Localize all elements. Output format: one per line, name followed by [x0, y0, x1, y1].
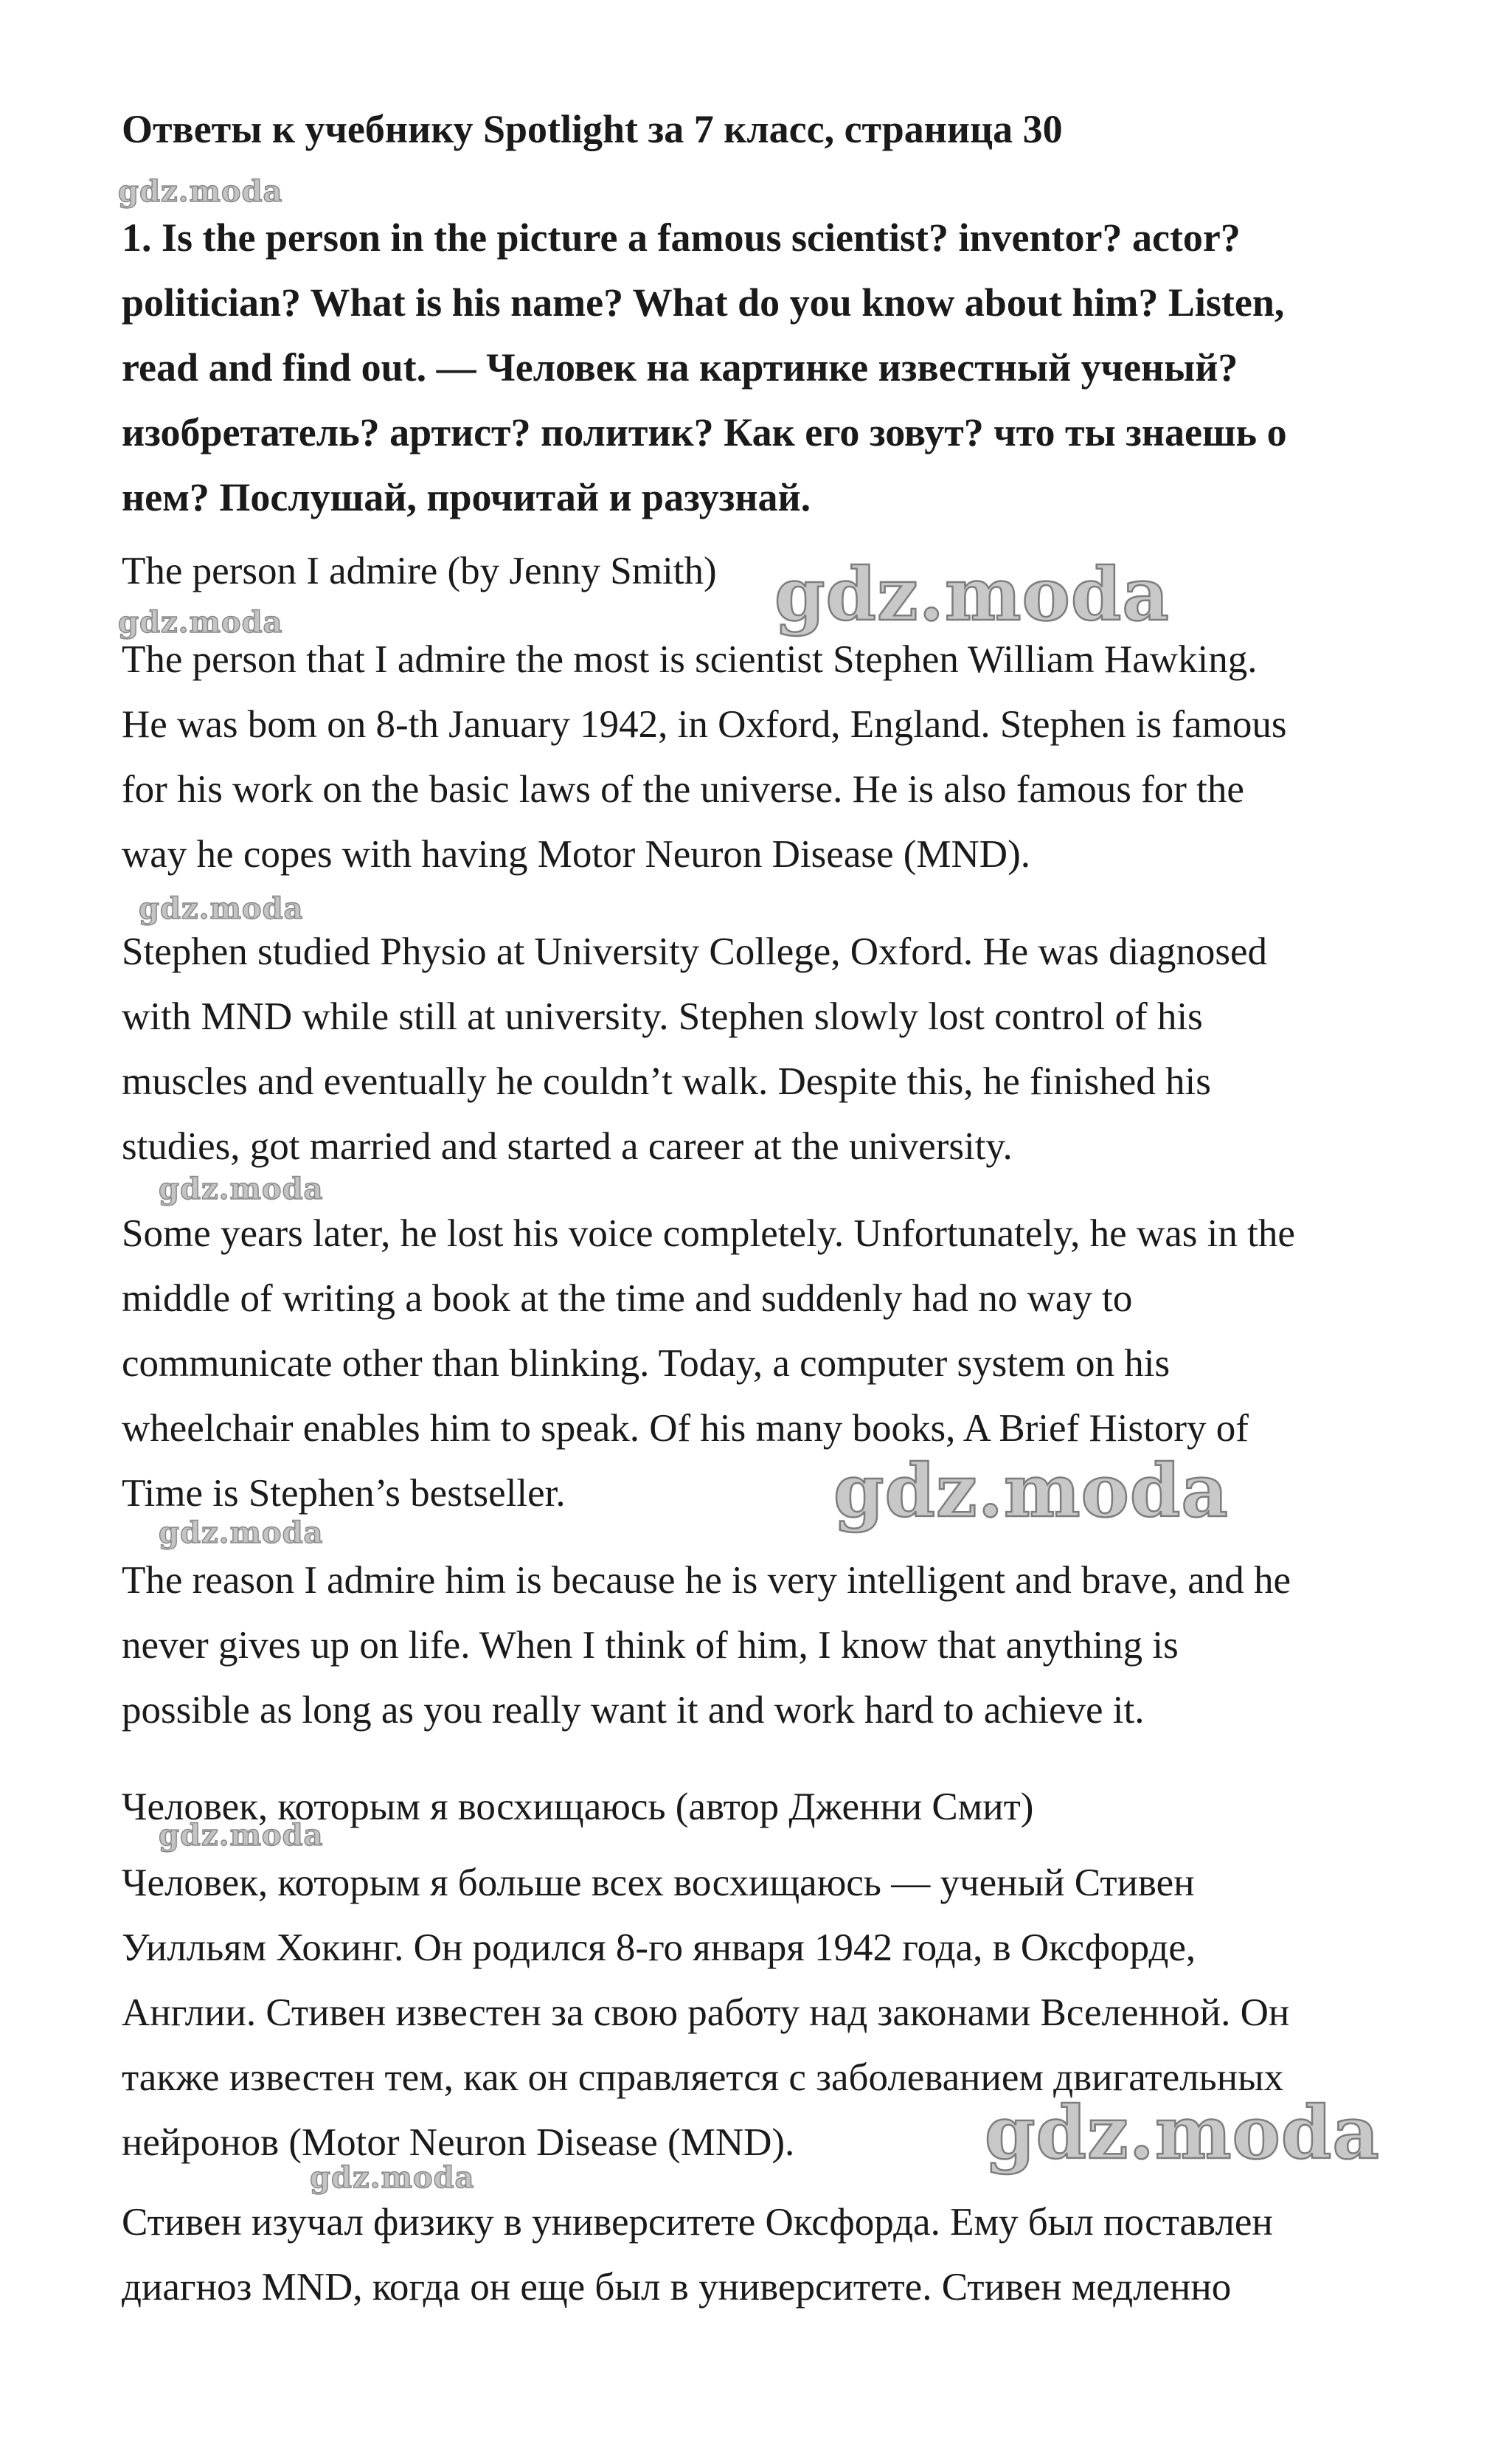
- russian-paragraph-2: Стивен изучал физику в университете Оксфорда. Ему был поставлен диагноз MND, когда он еще был в университете. Стивен медленно: [122, 2201, 1273, 2309]
- exercise-question: 1. Is the person in the picture a famous scientist? inventor? actor? politician? What is his name? What do you know about him? Listen, read and find out. — Человек на картинке известный ученый? изобретатель? артист? политик? Как его зовут? что ты знаешь о нем? Послушай, прочитай и разузнай.: [122, 215, 1287, 519]
- watermark-large: gdz.moda: [774, 553, 1170, 637]
- english-paragraph-3: Some years later, he lost his voice completely. Unfortunately, he was in the middle of writing a book at the time and suddenly had no way to communicate other than blinking. Today, a computer system on his wheelchair enables him to speak. Of his many books, A Brief History of Time is Stephen’s bestseller.: [122, 1212, 1295, 1515]
- watermark-small: gdz.moda: [159, 1172, 324, 1206]
- english-paragraph-1: The person that I admire the most is scientist Stephen William Hawking. He was bom on 8-th January 1942, in Oxford, England. Stephen is famous for his work on the basic laws of the universe. He is also famous for the way he copes with having Motor Neuron Disease (MND).: [122, 638, 1287, 876]
- watermark-small: gdz.moda: [159, 1818, 324, 1853]
- english-paragraph-2: Stephen studied Physio at University College, Oxford. He was diagnosed with MND while still at university. Stephen slowly lost control of his muscles and eventually he couldn’t walk. Despite this, he finished his studies, got married and started a career at the university.: [122, 930, 1267, 1168]
- russian-paragraph-1: Человек, которым я больше всех восхищаюсь — ученый Стивен Уилльям Хокинг. Он родился 8-го января 1942 года, в Оксфорде, Англии. Стивен известен за свою работу над законами Вселенной. Он также известен тем, как он справляется с заболеванием двигательных нейронов (Motor Neuron Disease (MND).: [122, 1861, 1290, 2164]
- watermark-small: gdz.moda: [118, 605, 283, 640]
- watermark-large: gdz.moda: [833, 1449, 1229, 1534]
- russian-text-title: Человек, которым я восхищаюсь (автор Дженни Смит): [122, 1785, 1034, 1828]
- watermark-small: gdz.moda: [310, 2160, 475, 2195]
- english-text-title: The person I admire (by Jenny Smith): [122, 550, 717, 592]
- watermark-small: gdz.moda: [139, 891, 304, 926]
- page-header: Ответы к учебнику Spotlight за 7 класс, страница 30: [122, 107, 1063, 151]
- english-paragraph-4: The reason I admire him is because he is very intelligent and brave, and he never gives up on life. When I think of him, I know that anything is possible as long as you really want it and work hard to achieve it.: [122, 1559, 1291, 1732]
- watermark-large: gdz.moda: [985, 2091, 1380, 2176]
- watermark-small: gdz.moda: [159, 1515, 324, 1550]
- watermark-small: gdz.moda: [118, 174, 283, 209]
